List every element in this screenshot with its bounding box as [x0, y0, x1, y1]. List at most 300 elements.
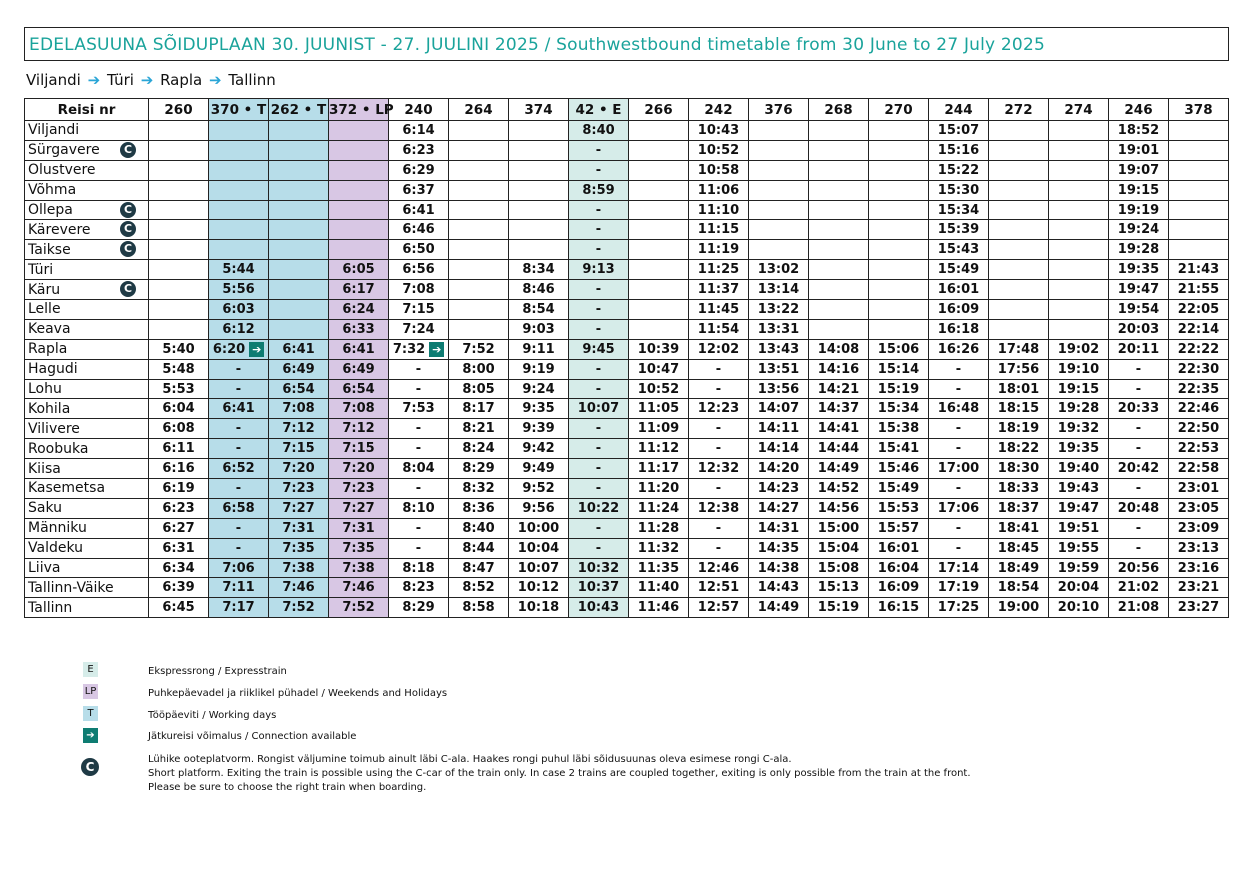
time-cell	[869, 260, 929, 280]
time-value: 10:58	[697, 162, 740, 178]
time-value: 20:11	[1117, 341, 1160, 357]
time-value: 17:19	[937, 580, 980, 596]
header-reisi-nr: Reisi nr	[25, 99, 149, 121]
time-cell	[269, 538, 329, 558]
time-cell	[1109, 439, 1169, 459]
time-value: 11:40	[637, 580, 680, 596]
time-cell	[569, 538, 629, 558]
table-row	[25, 359, 1229, 379]
time-cell	[1169, 300, 1229, 320]
time-cell	[569, 439, 629, 459]
time-value: 9:19	[522, 361, 555, 377]
time-cell	[149, 538, 209, 558]
station-label: Saku	[28, 500, 63, 517]
time-value: 17:14	[937, 560, 980, 576]
time-cell	[1109, 379, 1169, 399]
time-cell	[929, 280, 989, 300]
time-value: -	[715, 381, 722, 397]
time-cell	[809, 359, 869, 379]
table-row	[25, 399, 1229, 419]
time-cell	[329, 439, 389, 459]
time-value: 22:50	[1177, 421, 1220, 437]
time-cell	[389, 121, 449, 141]
time-cell	[749, 339, 809, 359]
time-cell	[809, 399, 869, 419]
time-value: 6:34	[162, 560, 195, 576]
time-cell	[629, 300, 689, 320]
time-cell	[149, 240, 209, 260]
time-cell	[929, 240, 989, 260]
station-name	[25, 319, 149, 339]
time-value: 8:10	[402, 500, 435, 516]
time-value: 17:06	[937, 500, 980, 516]
time-cell	[1109, 479, 1169, 499]
time-value: 9:03	[522, 321, 555, 337]
time-cell	[929, 180, 989, 200]
time-cell	[689, 479, 749, 499]
time-value: 19:28	[1117, 242, 1160, 258]
time-value: -	[415, 480, 422, 496]
time-value: 6:12	[222, 321, 255, 337]
time-cell	[449, 479, 509, 499]
time-cell	[509, 558, 569, 578]
c-circle-icon: C	[120, 202, 136, 218]
time-value: 15:19	[817, 600, 860, 616]
time-cell	[749, 598, 809, 618]
station-label: Kiisa	[28, 460, 61, 477]
time-value: 18:19	[997, 421, 1040, 437]
table-row	[25, 280, 1229, 300]
table-row	[25, 459, 1229, 479]
time-cell	[209, 498, 269, 518]
time-cell	[1169, 240, 1229, 260]
time-cell	[929, 300, 989, 320]
time-cell	[989, 399, 1049, 419]
time-value: 15:13	[817, 580, 860, 596]
time-cell	[329, 339, 389, 359]
time-cell	[149, 598, 209, 618]
time-value: 10:18	[517, 600, 560, 616]
time-cell	[1049, 578, 1109, 598]
station-label: Kasemetsa	[28, 480, 106, 497]
train-number-header: 372 • LP	[329, 99, 389, 121]
time-cell	[269, 240, 329, 260]
time-cell	[989, 498, 1049, 518]
time-value: 10:52	[637, 381, 680, 397]
c-circle-icon: C	[120, 281, 136, 297]
time-cell	[509, 220, 569, 240]
time-value: 6:52	[222, 461, 255, 477]
station-label: Olustvere	[28, 162, 96, 179]
time-cell	[269, 359, 329, 379]
time-value: 12:46	[697, 560, 740, 576]
time-value: 14:23	[757, 480, 800, 496]
time-cell	[629, 180, 689, 200]
time-cell	[1109, 498, 1169, 518]
time-cell	[269, 598, 329, 618]
time-value: 12:32	[697, 461, 740, 477]
title-box	[24, 27, 1229, 61]
time-value: -	[595, 520, 602, 536]
time-cell	[509, 598, 569, 618]
time-cell	[689, 220, 749, 240]
time-value: 8:52	[462, 580, 495, 596]
time-cell	[869, 300, 929, 320]
time-cell	[629, 419, 689, 439]
time-value: 8:47	[462, 560, 495, 576]
time-cell	[1169, 479, 1229, 499]
time-cell	[449, 459, 509, 479]
station-name	[25, 578, 149, 598]
time-value: 11:09	[637, 421, 680, 437]
legend-short-line1: Lühike ooteplatvorm. Rongist väljumine toimub ainult läbi C-ala. Haakes rongi puhul läbi sõidusuunas oleva esimese rongi C-ala.	[148, 754, 792, 765]
time-cell	[689, 359, 749, 379]
time-cell	[269, 319, 329, 339]
time-value: 7:46	[282, 580, 315, 596]
time-value: 19:15	[1057, 381, 1100, 397]
station-name	[25, 459, 149, 479]
station-name	[25, 339, 149, 359]
time-value: 7:27	[282, 500, 315, 516]
time-cell	[809, 339, 869, 359]
station-label: Hagudi	[28, 361, 78, 378]
arrow-right-icon: ➔	[249, 342, 264, 357]
time-value: 23:21	[1177, 580, 1220, 596]
time-cell	[1169, 578, 1229, 598]
time-cell	[209, 200, 269, 220]
time-cell	[809, 558, 869, 578]
time-cell	[569, 498, 629, 518]
time-cell	[209, 180, 269, 200]
time-cell	[569, 359, 629, 379]
time-value: -	[715, 361, 722, 377]
time-cell	[809, 160, 869, 180]
time-value: 11:10	[697, 202, 740, 218]
time-cell	[449, 558, 509, 578]
time-value: 11:15	[697, 222, 740, 238]
time-cell	[569, 140, 629, 160]
time-value: 18:15	[997, 401, 1040, 417]
time-cell	[209, 300, 269, 320]
time-cell	[1169, 538, 1229, 558]
time-cell	[269, 479, 329, 499]
time-cell	[1109, 319, 1169, 339]
time-value: 7:15	[342, 441, 375, 457]
time-cell	[749, 300, 809, 320]
time-cell	[569, 160, 629, 180]
time-value: 14:14	[757, 441, 800, 457]
time-value: 5:48	[162, 361, 195, 377]
time-cell	[629, 160, 689, 180]
time-cell	[389, 558, 449, 578]
time-value: 7:35	[342, 540, 375, 556]
time-value: 6:49	[342, 361, 375, 377]
time-value: -	[235, 441, 242, 457]
time-value: 11:32	[637, 540, 680, 556]
time-cell	[449, 200, 509, 220]
time-cell	[389, 180, 449, 200]
time-cell	[209, 419, 269, 439]
time-cell	[1169, 121, 1229, 141]
time-cell	[209, 359, 269, 379]
station-name	[25, 359, 149, 379]
time-value: 14:16	[817, 361, 860, 377]
time-cell	[329, 598, 389, 618]
time-cell	[629, 220, 689, 240]
train-number-header: 244	[929, 99, 989, 121]
time-value: 14:08	[817, 341, 860, 357]
time-value: 9:39	[522, 421, 555, 437]
time-value: 19:47	[1057, 500, 1100, 516]
time-cell	[1109, 121, 1169, 141]
time-cell	[869, 479, 929, 499]
time-cell	[1049, 359, 1109, 379]
time-cell	[809, 280, 869, 300]
time-cell	[269, 260, 329, 280]
time-cell	[569, 339, 629, 359]
train-number-header: 266	[629, 99, 689, 121]
time-value: -	[955, 441, 962, 457]
time-cell	[689, 498, 749, 518]
time-value: 19:40	[1057, 461, 1100, 477]
station-label: Liiva	[28, 560, 61, 577]
time-cell	[749, 220, 809, 240]
time-cell	[749, 260, 809, 280]
time-cell	[869, 459, 929, 479]
time-cell	[749, 518, 809, 538]
time-value: 5:40	[162, 341, 195, 357]
time-cell	[629, 598, 689, 618]
time-value: 8:23	[402, 580, 435, 596]
time-cell	[329, 498, 389, 518]
station-name	[25, 180, 149, 200]
time-cell	[329, 399, 389, 419]
time-cell	[989, 578, 1049, 598]
time-cell	[749, 538, 809, 558]
time-value: -	[235, 381, 242, 397]
time-cell	[1049, 518, 1109, 538]
time-cell	[869, 160, 929, 180]
table-row	[25, 538, 1229, 558]
time-cell	[449, 280, 509, 300]
time-value: -	[595, 480, 602, 496]
time-value: 15:06	[877, 341, 920, 357]
time-cell	[269, 379, 329, 399]
time-value: -	[595, 540, 602, 556]
time-cell	[629, 479, 689, 499]
time-value: 11:19	[697, 242, 740, 258]
time-value: 7:06	[222, 560, 255, 576]
station-label: Kohila	[28, 400, 71, 417]
time-value: 11:05	[637, 401, 680, 417]
time-value: -	[1135, 441, 1142, 457]
time-cell	[869, 359, 929, 379]
time-cell	[989, 121, 1049, 141]
time-cell	[509, 339, 569, 359]
time-cell	[1049, 280, 1109, 300]
time-value: 18:52	[1117, 122, 1160, 138]
time-cell	[209, 518, 269, 538]
time-value: 14:49	[757, 600, 800, 616]
time-cell	[1049, 598, 1109, 618]
time-value: 11:28	[637, 520, 680, 536]
time-cell	[149, 359, 209, 379]
time-value: 9:13	[582, 262, 615, 278]
time-value: 6:41	[342, 341, 375, 357]
time-cell	[629, 578, 689, 598]
station-label: Männiku	[28, 520, 87, 537]
time-value: 11:12	[637, 441, 680, 457]
time-value: 11:45	[697, 301, 740, 317]
time-cell	[1049, 319, 1109, 339]
time-cell	[1109, 359, 1169, 379]
legend-express-text: Ekspressrong / Expresstrain	[148, 666, 287, 677]
train-number-header: 272	[989, 99, 1049, 121]
time-cell	[1169, 140, 1229, 160]
time-value: 16:01	[937, 282, 980, 298]
station-name	[25, 160, 149, 180]
time-cell	[869, 538, 929, 558]
time-cell	[1049, 558, 1109, 578]
table-row	[25, 419, 1229, 439]
train-number-header: 242	[689, 99, 749, 121]
time-cell	[269, 578, 329, 598]
time-value: 18:30	[997, 461, 1040, 477]
time-value: 11:17	[637, 461, 680, 477]
time-cell	[929, 319, 989, 339]
time-cell	[809, 379, 869, 399]
time-cell	[1169, 399, 1229, 419]
time-cell	[629, 121, 689, 141]
time-cell	[1049, 260, 1109, 280]
time-cell	[809, 319, 869, 339]
station-name	[25, 558, 149, 578]
time-value: 9:35	[522, 401, 555, 417]
time-cell	[509, 459, 569, 479]
time-cell	[929, 200, 989, 220]
time-cell	[269, 399, 329, 419]
time-value: -	[595, 461, 602, 477]
time-value: 22:53	[1177, 441, 1220, 457]
time-cell	[209, 439, 269, 459]
time-value: 10:52	[697, 142, 740, 158]
time-cell	[989, 518, 1049, 538]
time-value: 22:22	[1177, 341, 1220, 357]
time-value: 7:24	[402, 321, 435, 337]
time-cell	[989, 419, 1049, 439]
time-value: 6:46	[402, 222, 435, 238]
time-value: 13:22	[757, 301, 800, 317]
time-value: 6:45	[162, 600, 195, 616]
time-cell	[269, 300, 329, 320]
time-cell	[569, 319, 629, 339]
time-cell	[629, 379, 689, 399]
time-cell	[449, 538, 509, 558]
time-value: 13:51	[757, 361, 800, 377]
time-cell	[509, 359, 569, 379]
time-value: 7:38	[282, 560, 315, 576]
time-value: 8:04	[402, 461, 435, 477]
time-cell	[1049, 160, 1109, 180]
time-cell	[509, 260, 569, 280]
station-label: Viljandi	[28, 122, 80, 139]
time-value: 7:12	[282, 421, 315, 437]
time-value: 14:27	[757, 500, 800, 516]
time-cell	[509, 140, 569, 160]
table-row	[25, 260, 1229, 280]
time-cell	[1169, 419, 1229, 439]
time-cell	[689, 558, 749, 578]
time-cell	[989, 200, 1049, 220]
time-value: 18:45	[997, 540, 1040, 556]
time-cell	[389, 379, 449, 399]
station-label: Tallinn-Väike	[28, 579, 114, 596]
time-cell	[1169, 180, 1229, 200]
time-cell	[449, 439, 509, 459]
time-value: 6:14	[402, 122, 435, 138]
time-cell	[929, 160, 989, 180]
time-cell	[569, 399, 629, 419]
time-value: -	[595, 222, 602, 238]
time-cell	[149, 459, 209, 479]
time-cell	[689, 260, 749, 280]
station-name	[25, 280, 149, 300]
time-value: 19:59	[1057, 560, 1100, 576]
time-cell	[1109, 140, 1169, 160]
time-value: 6:41	[222, 401, 255, 417]
time-cell	[569, 479, 629, 499]
station-label: Vilivere	[28, 420, 80, 437]
time-cell	[149, 399, 209, 419]
time-value: 14:31	[757, 520, 800, 536]
time-cell	[1109, 240, 1169, 260]
time-value: 10:37	[577, 580, 620, 596]
time-value: 10:47	[637, 361, 680, 377]
time-cell	[449, 598, 509, 618]
time-value: 7:23	[342, 480, 375, 496]
time-cell	[809, 419, 869, 439]
time-cell	[869, 240, 929, 260]
table-row	[25, 479, 1229, 499]
time-cell	[1049, 121, 1109, 141]
time-value: 10:04	[517, 540, 560, 556]
time-value: 6:49	[282, 361, 315, 377]
station-label: Tallinn	[28, 599, 73, 616]
time-value: 8:40	[582, 122, 615, 138]
time-value: 21:55	[1177, 282, 1220, 298]
time-value: -	[235, 361, 242, 377]
time-cell	[749, 379, 809, 399]
time-value: 15:14	[877, 361, 920, 377]
page-title: EDELASUUNA SÕIDUPLAAN 30. JUUNIST - 27. JUULINI 2025 / Southwestbound timetable from 30 June to 27 July 2025	[29, 35, 1045, 55]
time-value: 8:34	[522, 262, 555, 278]
time-value: 11:37	[697, 282, 740, 298]
time-value: 8:05	[462, 381, 495, 397]
time-cell	[569, 419, 629, 439]
arrow-right-icon: ➔	[209, 71, 222, 89]
time-cell	[929, 260, 989, 280]
time-value: 10:22	[577, 500, 620, 516]
time-value: 19:47	[1117, 282, 1160, 298]
time-cell	[209, 140, 269, 160]
time-cell	[509, 439, 569, 459]
time-value: 6:11	[162, 441, 195, 457]
time-value: 10:32	[577, 560, 620, 576]
time-cell	[1109, 180, 1169, 200]
time-value: 15:53	[877, 500, 920, 516]
time-cell	[269, 160, 329, 180]
table-row	[25, 598, 1229, 618]
